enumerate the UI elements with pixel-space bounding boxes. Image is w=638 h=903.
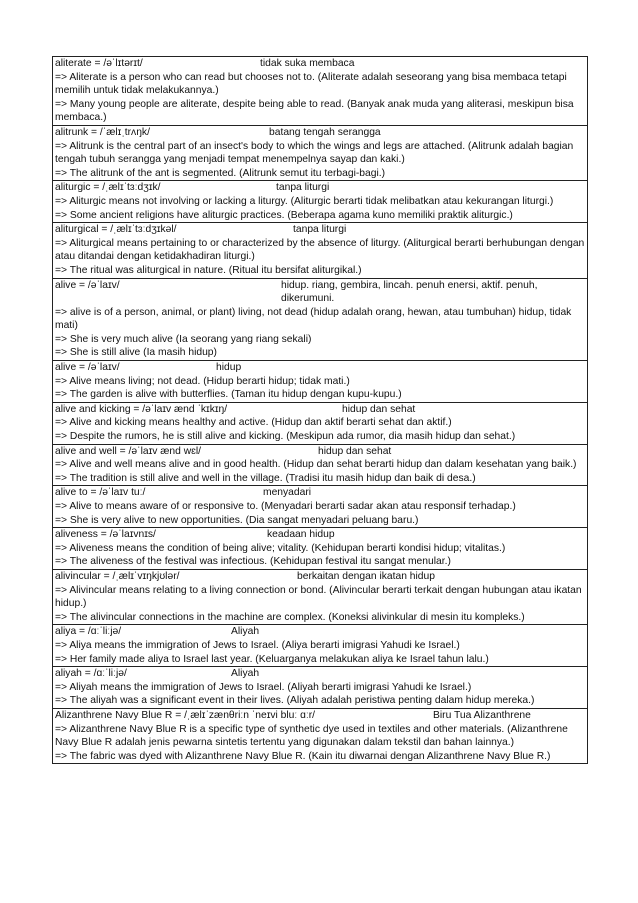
entry-meaning: hidup dan sehat — [318, 445, 392, 457]
entry-example-line: => Alive and well means alive and in good health. (Hidup dan sehat berarti hidup dan dalam kesehatan yang baik.) — [55, 459, 577, 471]
entry-term: aliturgical = /ˌælɪˈtɜːdʒɪkəl/ — [55, 224, 177, 236]
entry-example-line: => The alivincular connections in the machine are complex. (Koneksi alivinkular di mesin itu kompleks.) — [55, 611, 525, 623]
entry-example-line: => The alitrunk of the ant is segmented. (Alitrunk semut itu terbagi-bagi.) — [55, 167, 386, 179]
entry-headword-line — [55, 223, 585, 237]
entry-headword-line — [55, 570, 585, 584]
entry-example-line: => Alive means living; not dead. (Hidup berarti hidup; tidak mati.) — [55, 375, 350, 387]
entry-meaning: tanpa liturgi — [276, 182, 330, 194]
entry-meaning: hidup dan sehat — [342, 403, 416, 415]
entry-meaning: keadaan hidup — [267, 529, 335, 541]
entry-cell — [52, 181, 588, 223]
entry-headword-line — [55, 528, 585, 542]
entry-headword-line — [55, 361, 585, 375]
entry-example-line: => She is very alive to new opportunities. (Dia sangat menyadari peluang baru.) — [55, 514, 419, 526]
entry-example-line: => The ritual was aliturgical in nature. (Ritual itu bersifat aliturgikal.) — [55, 264, 362, 276]
entry-example-line: => Despite the rumors, he is still alive and kicking. (Meskipun ada rumor, dia masih hidup dan sehat.) — [55, 431, 516, 443]
entry-meaning: batang tengah serangga — [269, 126, 381, 138]
entry-example-line: => Many young people are aliterate, despite being able to read. (Banyak anak muda yang aliterasi, meskipun bisa membaca.) — [55, 98, 574, 124]
entry-meaning: hidup. riang, gembira, lincah. penuh enersi, aktif. penuh, dikerumuni. — [281, 279, 538, 305]
entry-meaning: menyadari — [263, 487, 312, 499]
glossary-table — [52, 56, 588, 764]
entry-example-line: => Aliyah means the immigration of Jews to Israel. (Aliyah berarti imigrasi Yahudi ke Israel.) — [55, 681, 472, 693]
entry-example-line: => She is still alive (Ia masih hidup) — [55, 347, 217, 359]
entry-example-line: => Alive to means aware of or responsive to. (Menyadari berarti sadar akan atau responsif terhadap.) — [55, 501, 516, 512]
entry-meaning: Aliyah — [231, 626, 260, 638]
entry-term: aliya = /ɑːˈliːjə/ — [55, 626, 122, 638]
entry-meaning: tidak suka membaca — [260, 58, 355, 69]
entry-meaning: berkaitan dengan ikatan hidup — [297, 570, 435, 582]
entry-term: aliyah = /ɑːˈliːjə/ — [55, 668, 127, 680]
entry-term: alive to = /əˈlaɪv tuː/ — [55, 487, 146, 499]
entry-example-line: => Some ancient religions have aliturgic practices. (Beberapa agama kuno memiliki praktik aliturgic.) — [55, 209, 513, 221]
entry-cell — [52, 709, 588, 764]
entry-example-line: => Alitrunk is the central part of an insect's body to which the wings and legs are attached. (Alitrunk adalah bagian tengah tubuh serangga yang menjadi tempat menempelnya sayap dan kaki.) — [55, 140, 574, 166]
entry-cell — [52, 361, 588, 403]
entry-cell — [52, 570, 588, 625]
entry-term: alivincular = /ˌælɪˈvɪŋkjʊlər/ — [55, 570, 180, 582]
entry-example-line: => The aliveness of the festival was infectious. (Kehidupan festival itu sangat menular.) — [55, 556, 451, 568]
entry-meaning: hidup — [216, 362, 242, 374]
entry-example-line: => The garden is alive with butterflies. (Taman itu hidup dengan kupu-kupu.) — [55, 389, 402, 401]
entry-headword-line — [55, 126, 585, 140]
entry-headword-line — [55, 667, 585, 681]
entry-example-line: => alive is of a person, animal, or plant) living, not dead (hidup adalah orang, hewan, atau tumbuhan) hidup, tidak mati) — [55, 306, 572, 332]
entry-example-line: => Aliveness means the condition of being alive; vitality. (Kehidupan berarti kondisi hidup; vitalitas.) — [55, 542, 506, 554]
entry-headword-line — [55, 279, 585, 306]
entry-meaning: tanpa liturgi — [293, 224, 347, 236]
entry-example-line: => The tradition is still alive and well in the village. (Tradisi itu masih hidup dan baik di desa.) — [55, 472, 476, 484]
entry-example-line: => The aliyah was a significant event in their lives. (Aliyah adalah peristiwa penting dalam hidup mereka.) — [55, 695, 535, 707]
entry-term: aliterate = /əˈlɪtərɪt/ — [55, 58, 143, 69]
entry-term: alitrunk = /ˈælɪˌtrʌŋk/ — [55, 126, 150, 138]
entry-headword-line — [55, 709, 585, 723]
entry-cell — [52, 223, 588, 278]
entry-cell — [52, 486, 588, 528]
entry-meaning: Aliyah — [231, 668, 260, 680]
entry-cell — [52, 56, 588, 126]
entry-cell — [52, 625, 588, 667]
entry-example-line: => The fabric was dyed with Alizanthrene Navy Blue R. (Kain itu diwarnai dengan Alizanthrene Navy Blue R.) — [55, 750, 551, 762]
entry-term: alive and kicking = /əˈlaɪv ænd ˈkɪkɪŋ/ — [55, 403, 228, 415]
entry-example-line: => Aliya means the immigration of Jews to Israel. (Aliya berarti imigrasi Yahudi ke Israel.) — [55, 639, 460, 651]
entry-term: alive = /əˈlaɪv/ — [55, 279, 120, 291]
entry-example-line: => She is very much alive (Ia seorang yang riang sekali) — [55, 333, 312, 345]
entry-headword-line — [55, 445, 585, 459]
entry-cell — [52, 667, 588, 709]
entry-headword-line — [55, 486, 585, 500]
entry-cell — [52, 126, 588, 181]
entry-headword-line — [55, 625, 585, 639]
entry-example-line: => Her family made aliya to Israel last year. (Keluarganya melakukan aliya ke Israel tahun lalu.) — [55, 653, 489, 665]
entry-term: alive = /əˈlaɪv/ — [55, 362, 120, 374]
entry-term: Alizanthrene Navy Blue R = /ˌælɪˈzænθriːn ˈneɪvi bluː ɑːr/ — [55, 709, 315, 721]
entry-headword-line — [55, 57, 585, 71]
entry-example-line: => Aliterate is a person who can read but chooses not to. (Aliterate adalah seseorang yang bisa membaca tetapi memilih untuk tidak melakukannya.) — [55, 71, 567, 97]
entry-term: alive and well = /əˈlaɪv ænd wɛl/ — [55, 445, 202, 457]
entry-meaning: Biru Tua Alizanthrene — [433, 709, 531, 721]
entry-example-line: => Alive and kicking means healthy and active. (Hidup dan aktif berarti sehat dan aktif.) — [55, 417, 452, 429]
entry-cell — [52, 445, 588, 487]
entry-cell — [52, 528, 588, 570]
entry-cell — [52, 403, 588, 445]
entry-term: aliturgic = /ˌælɪˈtɜːdʒɪk/ — [55, 182, 161, 194]
entry-example-line: => Alizanthrene Navy Blue R is a specific type of synthetic dye used in textiles and other materials. (Alizanthrene Navy Blue R adalah jenis pewarna sintetis tertentu yang digunakan dalam tekstil dan bahan lainnya.) — [55, 723, 568, 749]
entry-example-line: => Aliturgic means not involving or lacking a liturgy. (Aliturgic berarti tidak melibatkan atau kekurangan liturgi.) — [55, 195, 554, 207]
entry-example-line: => Aliturgical means pertaining to or characterized by the absence of liturgy. (Aliturgical berarti berhubungan dengan atau ditandai dengan ketidakhadiran liturgi.) — [55, 237, 585, 263]
entry-headword-line — [55, 181, 585, 195]
entry-cell — [52, 279, 588, 362]
entry-example-line: => Alivincular means relating to a living connection or bond. (Alivincular berarti terkait dengan hubungan atau ikatan hidup.) — [55, 584, 582, 610]
entry-term: aliveness = /əˈlaɪvnɪs/ — [55, 529, 156, 541]
entry-headword-line — [55, 403, 585, 417]
